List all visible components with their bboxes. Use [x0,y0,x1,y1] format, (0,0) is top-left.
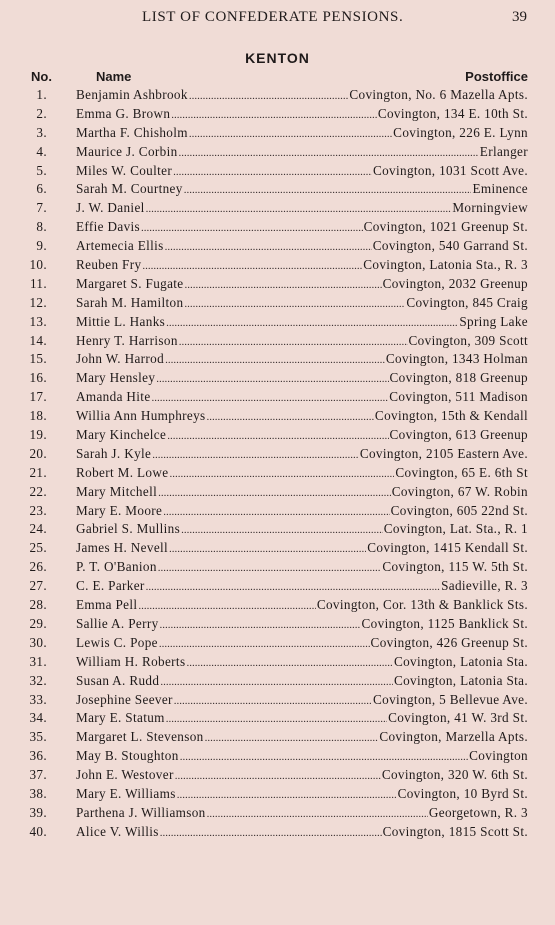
entry-name: John E. Westover [76,767,174,783]
entry-number: 21. [29,464,47,480]
dot-leader [184,298,405,310]
entry-postoffice: Covington, 540 Garrand St. [372,238,528,254]
entry-postoffice: Covington, 1031 Scott Ave. [372,162,528,178]
list-item [0,824,555,843]
entry-number: 33. [29,691,47,707]
entry-number: 27. [29,578,47,594]
list-item [0,106,555,125]
dot-leader [175,770,381,782]
dot-leader [158,487,391,499]
entry-name: Josephine Seever [76,691,173,707]
entry-postoffice: Covington, Cor. 13th & Banklick Sts. [316,597,528,613]
entry-number: 5. [36,162,47,178]
dot-leader [163,506,389,518]
entry-name: P. T. O'Banion [76,559,157,575]
entry-postoffice: Eminence [472,181,528,197]
page-title: LIST OF CONFEDERATE PENSIONS. [142,9,404,25]
list-item [0,87,555,106]
entry-name: John W. Harrod [76,351,165,367]
entry-name: Emma G. Brown [76,105,171,121]
entry-number: 9. [36,238,47,254]
dot-leader [205,732,379,744]
entry-postoffice: Covington, 5 Bellevue Ave. [373,691,528,707]
entry-name: James H. Nevell [76,540,169,556]
entry-name: Reuben Fry [76,257,142,273]
list-item [0,503,555,522]
dot-leader [165,354,385,366]
entry-number: 18. [29,408,47,424]
entry-postoffice: Covington, 1021 Greenup St. [363,219,528,235]
entry-number: 6. [36,181,47,197]
entry-postoffice: Sadieville, R. 3 [441,578,528,594]
entry-postoffice: Covington, 2105 Eastern Ave. [359,445,528,461]
entry-name: Sarah J. Kyle [76,445,152,461]
list-item [0,484,555,503]
dot-leader [159,638,370,650]
list-item [0,446,555,465]
entry-name: Mary E. Williams [76,785,176,801]
entry-postoffice: Georgetown, R. 3 [428,804,528,820]
entry-number: 7. [36,200,47,216]
entry-name: Amanda Hite [76,389,151,405]
entry-name: Lewis C. Pope [76,634,158,650]
column-header-name: Name [96,69,132,84]
entry-postoffice: Covington, 845 Craig [406,294,528,310]
entry-number: 11. [29,275,47,291]
entry-name: Artemecia Ellis [76,238,164,254]
entry-number: 16. [29,370,47,386]
list-item [0,427,555,446]
list-item [0,181,555,200]
entry-number: 35. [29,729,47,745]
entry-name: Willia Ann Humphreys [76,408,206,424]
entry-postoffice: Covington, 1815 Scott St. [382,823,528,839]
dot-leader [169,543,366,555]
dot-leader [181,524,383,536]
list-item [0,389,555,408]
dot-leader [166,317,458,329]
dot-leader [158,562,382,574]
entry-number: 8. [36,219,47,235]
list-item [0,559,555,578]
list-item [0,163,555,182]
entry-name: Robert M. Lowe [76,464,169,480]
dot-leader [185,279,382,291]
entry-name: Sarah M. Courtney [76,181,183,197]
entry-number: 30. [29,634,47,650]
entry-postoffice: Covington, Latonia Sta., R. 3 [363,257,528,273]
entry-name: Mary E. Statum [76,710,165,726]
entry-name: William H. Roberts [76,653,186,669]
entry-postoffice: Covington, 10 Byrd St. [397,785,528,801]
list-item [0,370,555,389]
entry-postoffice: Covington, 41 W. 3rd St. [388,710,528,726]
list-item [0,540,555,559]
dot-leader [165,241,372,253]
entry-number: 40. [29,823,47,839]
list-item [0,729,555,748]
entry-name: Alice V. Willis [76,823,159,839]
entry-number: 23. [29,502,47,518]
entry-number: 37. [29,767,47,783]
entry-postoffice: Covington, Latonia Sta. [393,653,528,669]
dot-leader [152,392,389,404]
entry-name: Maurice J. Corbin [76,143,178,159]
entry-number: 36. [29,748,47,764]
list-item [0,597,555,616]
entry-name: Martha F. Chisholm [76,124,188,140]
list-item [0,710,555,729]
entry-name: Sallie A. Perry [76,615,159,631]
entry-postoffice: Covington, 134 E. 10th St. [377,105,528,121]
entry-postoffice: Covington, 1125 Banklick St. [361,615,528,631]
dot-leader [146,203,452,215]
dot-leader [146,581,440,593]
entry-number: 4. [36,143,47,159]
entry-name: Margaret S. Fugate [76,275,184,291]
entry-number: 3. [36,124,47,140]
entry-number: 1. [36,87,47,102]
dot-leader [189,90,349,102]
entry-name: Emma Pell [76,597,138,613]
entry-number: 19. [29,427,47,443]
column-header-no: No. [31,69,52,84]
list-item [0,144,555,163]
dot-leader [186,657,393,669]
dot-leader [152,449,359,461]
entry-postoffice: Covington, 309 Scott [408,332,528,348]
list-item [0,578,555,597]
dot-leader [180,751,468,763]
dot-leader [156,373,388,385]
entry-postoffice: Covington, 613 Greenup [389,427,528,443]
entry-postoffice: Covington, 426 Greenup St. [370,634,528,650]
entry-number: 24. [29,521,47,537]
entry-number: 12. [29,294,47,310]
entry-name: Mittie L. Hanks [76,313,166,329]
pension-list [0,87,555,843]
dot-leader [179,147,479,159]
list-item [0,748,555,767]
dot-leader [207,411,374,423]
entry-number: 28. [29,597,47,613]
entry-postoffice: Covington [469,748,528,764]
list-item [0,654,555,673]
entry-postoffice: Covington, 605 22nd St. [390,502,528,518]
entry-name: Parthena J. Williamson [76,804,206,820]
list-item [0,673,555,692]
dot-leader [167,430,388,442]
entry-postoffice: Covington, Marzella Apts. [379,729,528,745]
entry-postoffice: Covington, 115 W. 5th St. [382,559,528,575]
entry-name: Benjamin Ashbrook [76,87,188,102]
dot-leader [169,468,394,480]
dot-leader [179,336,408,348]
list-item [0,767,555,786]
list-item [0,616,555,635]
entry-name: Mary Kinchelce [76,427,167,443]
entry-postoffice: Covington, 1343 Holman [385,351,528,367]
dot-leader [173,166,372,178]
entry-postoffice: Covington, 320 W. 6th St. [381,767,528,783]
dot-leader [174,695,372,707]
entry-number: 15. [29,351,47,367]
entry-name: Margaret L. Stevenson [76,729,204,745]
entry-name: Effie Davis [76,219,141,235]
entry-postoffice: Covington, 65 E. 6th St [395,464,528,480]
dot-leader [166,713,387,725]
dot-leader [189,128,392,140]
list-item [0,521,555,540]
list-item [0,219,555,238]
entry-postoffice: Covington, No. 6 Mazella Apts. [349,87,528,102]
running-header [0,9,555,31]
entry-number: 38. [29,785,47,801]
entry-name: C. E. Parker [76,578,145,594]
entry-name: Susan A. Rudd [76,672,160,688]
entry-number: 10. [29,257,47,273]
entry-postoffice: Covington, Lat. Sta., R. 1 [383,521,528,537]
entry-number: 34. [29,710,47,726]
entry-postoffice: Morningview [452,200,528,216]
dot-leader [141,222,363,234]
dot-leader [160,827,382,839]
entry-number: 2. [36,105,47,121]
entry-name: Mary Hensley [76,370,156,386]
entry-postoffice: Covington, 818 Greenup [389,370,528,386]
entry-postoffice: Covington, 511 Madison [389,389,528,405]
entry-postoffice: Covington, 15th & Kendall [374,408,528,424]
list-item [0,805,555,824]
dot-leader [138,600,315,612]
entry-name: Sarah M. Hamilton [76,294,184,310]
dot-leader [207,808,428,820]
entry-number: 29. [29,615,47,631]
entry-number: 26. [29,559,47,575]
entry-number: 13. [29,313,47,329]
entry-name: Mary Mitchell [76,483,158,499]
entry-number: 20. [29,445,47,461]
dot-leader [160,676,393,688]
list-item [0,200,555,219]
entry-name: Henry T. Harrison [76,332,178,348]
entry-postoffice: Spring Lake [459,313,528,329]
list-item [0,333,555,352]
list-item [0,295,555,314]
entry-number: 25. [29,540,47,556]
list-item [0,238,555,257]
column-header-postoffice: Postoffice [465,69,528,84]
dot-leader [142,260,362,272]
list-item [0,276,555,295]
list-item [0,786,555,805]
entry-postoffice: Covington, 1415 Kendall St. [367,540,528,556]
dot-leader [160,619,361,631]
entry-number: 14. [29,332,47,348]
entry-number: 17. [29,389,47,405]
dot-leader [184,184,472,196]
entry-number: 39. [29,804,47,820]
entry-name: Mary E. Moore [76,502,163,518]
entry-name: J. W. Daniel [76,200,145,216]
entry-postoffice: Erlanger [479,143,528,159]
list-item [0,257,555,276]
entry-postoffice: Covington, 226 E. Lynn [393,124,528,140]
section-heading: KENTON [245,50,310,66]
page-number: 39 [512,9,527,25]
entry-name: Gabriel S. Mullins [76,521,181,537]
list-item [0,692,555,711]
entry-name: May B. Stoughton [76,748,179,764]
list-item [0,125,555,144]
dot-leader [177,789,397,801]
entry-number: 22. [29,483,47,499]
entry-postoffice: Covington, 2032 Greenup [382,275,528,291]
entry-name: Miles W. Coulter [76,162,173,178]
entry-postoffice: Covington, 67 W. Robin [391,483,528,499]
list-item [0,314,555,333]
entry-number: 31. [29,653,47,669]
list-item [0,408,555,427]
entry-number: 32. [29,672,47,688]
dot-leader [171,109,377,121]
entry-postoffice: Covington, Latonia Sta. [393,672,528,688]
list-item [0,465,555,484]
list-item [0,635,555,654]
list-item [0,351,555,370]
